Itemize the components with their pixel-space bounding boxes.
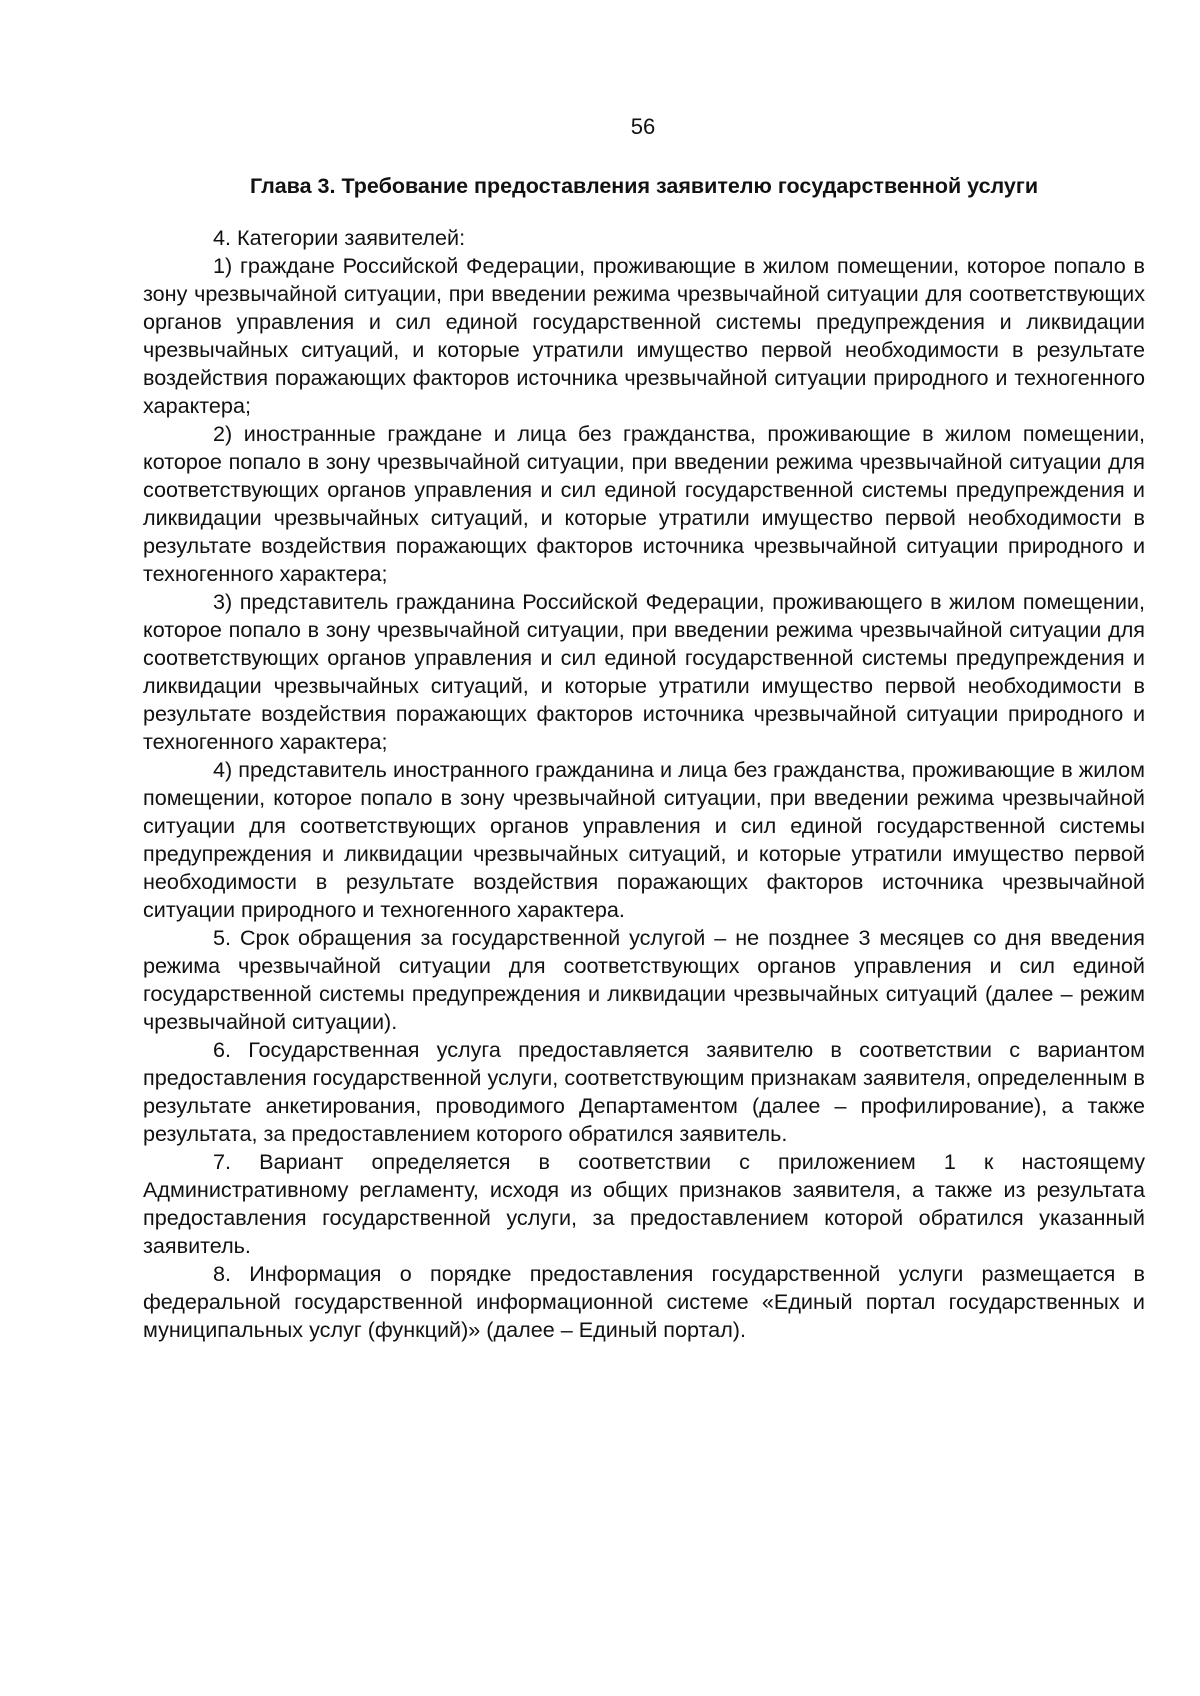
paragraph-category-1: 1) граждане Российской Федерации, проживающие в жилом помещении, которое попало в зону чрезвычайной ситуации, при введении режима чрезвычайной ситуации для соответствующих органов управления и сил единой государственной системы предупреждения и ликвидации чрезвычайных ситуаций, и которые утратили имущество первой необходимости в результате воздействия поражающих факторов источника чрезвычайной ситуации природного и техногенного характера; — [143, 253, 1145, 418]
paragraph-category-3: 3) представитель гражданина Российской Федерации, проживающего в жилом помещении, которое попало в зону чрезвычайной ситуации, при введении режима чрезвычайной ситуации для соответствующих органов управления и сил единой государственной системы предупреждения и ликвидации чрезвычайных ситуаций, и которые утратили имущество первой необходимости в результате воздействия поражающих факторов источника чрезвычайной ситуации природного и техногенного характера; — [143, 589, 1145, 754]
paragraph-category-2: 2) иностранные граждане и лица без гражданства, проживающие в жилом помещении, которое попало в зону чрезвычайной ситуации, при введении режима чрезвычайной ситуации для соответствующих органов управления и сил единой государственной системы предупреждения и ликвидации чрезвычайных ситуаций, и которые утратили имущество первой необходимости в результате воздействия поражающих факторов источника чрезвычайной ситуации природного и техногенного характера; — [143, 421, 1145, 586]
paragraph-categories-heading: 4. Категории заявителей: — [213, 225, 466, 250]
page-number: 56 — [630, 114, 656, 139]
paragraph-item-7: 7. Вариант определяется в соответствии с приложением 1 к настоящему Административному регламенту, исходя из общих признаков заявителя, а также из результата предоставления государственной услуги, за предоставлением которой обратился указанный заявитель. — [143, 1149, 1145, 1258]
body-text — [143, 224, 1145, 1344]
paragraph-item-6: 6. Государственная услуга предоставляется заявителю в соответствии с вариантом предоставления государственной услуги, соответствующим признакам заявителя, определенным в результате анкетирования, проводимого Департаментом (далее – профилирование), а также результата, за предоставлением которого обратился заявитель. — [143, 1037, 1145, 1146]
paragraph-item-5: 5. Срок обращения за государственной услугой – не позднее 3 месяцев со дня введения режима чрезвычайной ситуации для соответствующих органов управления и сил единой государственной системы предупреждения и ликвидации чрезвычайных ситуаций (далее – режим чрезвычайной ситуации). — [143, 925, 1145, 1034]
paragraph-item-8: 8. Информация о порядке предоставления государственной услуги размещается в федеральной государственной информационной системе «Единый портал государственных и муниципальных услуг (функций)» (далее – Единый портал). — [143, 1261, 1145, 1342]
chapter-title: Глава 3. Требование предоставления заявителю государственной услуги — [249, 174, 1039, 198]
paragraph-category-4: 4) представитель иностранного гражданина и лица без гражданства, проживающие в жилом помещении, которое попало в зону чрезвычайной ситуации, при введении режима чрезвычайной ситуации для соответствующих органов управления и сил единой государственной системы предупреждения и ликвидации чрезвычайных ситуаций, и которые утратили имущество первой необходимости в результате воздействия поражающих факторов источника чрезвычайной ситуации природного и техногенного характера. — [143, 757, 1145, 922]
